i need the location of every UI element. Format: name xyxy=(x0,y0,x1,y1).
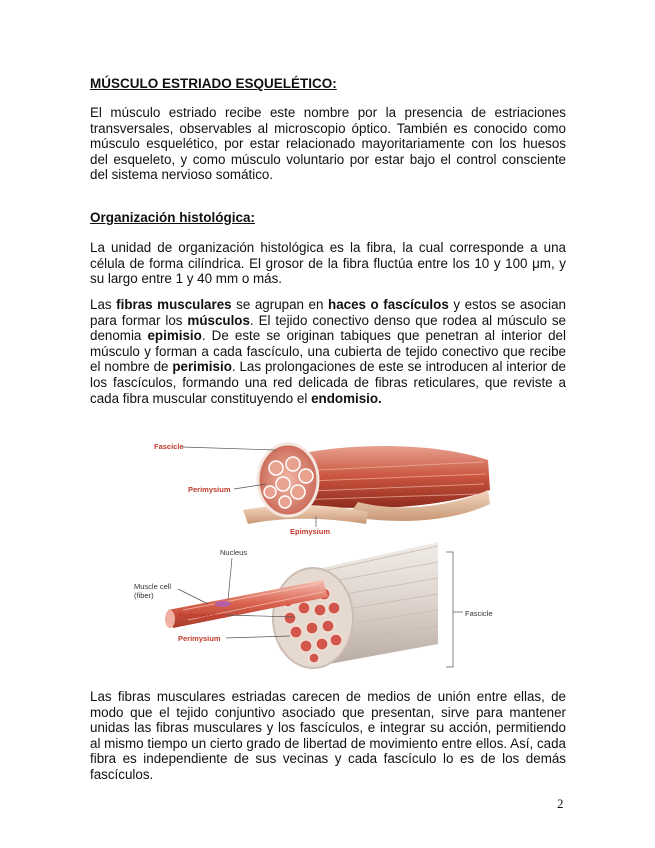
page-title: MÚSCULO ESTRIADO ESQUELÉTICO: xyxy=(90,76,337,91)
closing-paragraph: Las fibras musculares estriadas carecen de medios de unión entre ellas, de modo que el tejido conjuntivo asociado que presentan, sirve para mantener unidas las fibras musculares y los fascículos, e integrar su acción, permitiendo al mismo tiempo un cierto grado de libertad de movimiento entre ellos. Así, cada fibra es independiente de sus vecinas y cada fascículo lo es de los demás fascículos. xyxy=(90,689,566,782)
label-fascicle-right: Fascicle xyxy=(465,609,493,618)
label-fascicle-top: Fascicle xyxy=(154,442,184,451)
label-perimysium-bottom: Perimysium xyxy=(178,634,221,643)
label-endomysium: Endomysium xyxy=(178,611,226,620)
muscle-structure-figure xyxy=(128,432,528,672)
label-muscle-cell-fiber: (fiber) xyxy=(134,591,154,600)
unit-paragraph: La unidad de organización histológica es la fibra, la cual corresponde a una célula de forma cilíndrica. El grosor de la fibra fluctúa entre los 10 y 100 μm, y su largo entre 1 y 40 mm o más. xyxy=(90,240,566,287)
muscle-belly-drawing xyxy=(243,444,490,524)
fascicle-cylinder-drawing xyxy=(273,542,438,668)
fibers-paragraph: Las fibras musculares se agrupan en haces o fascículos y estos se asocian para formar los músculos. El tejido conectivo denso que rodea al músculo se denomia epimisio. De este se originan tabiques que penetran al interior del músculo y forman a cada fascículo, una cubierta de tejido conectivo que recibe el nombre de perimisio. Las prolongaciones de este se introducen al interior de los fascículos, formando una red delicada de fibras reticulares, que reviste a cada fibra muscular constituyendo el endomisio. xyxy=(90,297,566,406)
nucleus-shape xyxy=(215,601,231,607)
section-heading: Organización histológica: xyxy=(90,210,256,225)
muscle-illustration xyxy=(128,432,528,672)
label-perimysium-top: Perimysium xyxy=(188,485,231,494)
label-epimysium: Epimysium xyxy=(290,527,331,536)
intro-paragraph: El músculo estriado recibe este nombre por la presencia de estriaciones transversales, observables al microscopio óptico. También es conocido como músculo esquelético, por estar relacionado mayoritariamente con los huesos del esqueleto, y como músculo voluntario por estar bajo el control consciente del sistema nervioso somático. xyxy=(90,105,566,183)
page-number: 2 xyxy=(557,796,564,811)
label-muscle-cell: Muscle cell xyxy=(134,582,172,591)
label-nucleus: Nucleus xyxy=(220,548,248,557)
